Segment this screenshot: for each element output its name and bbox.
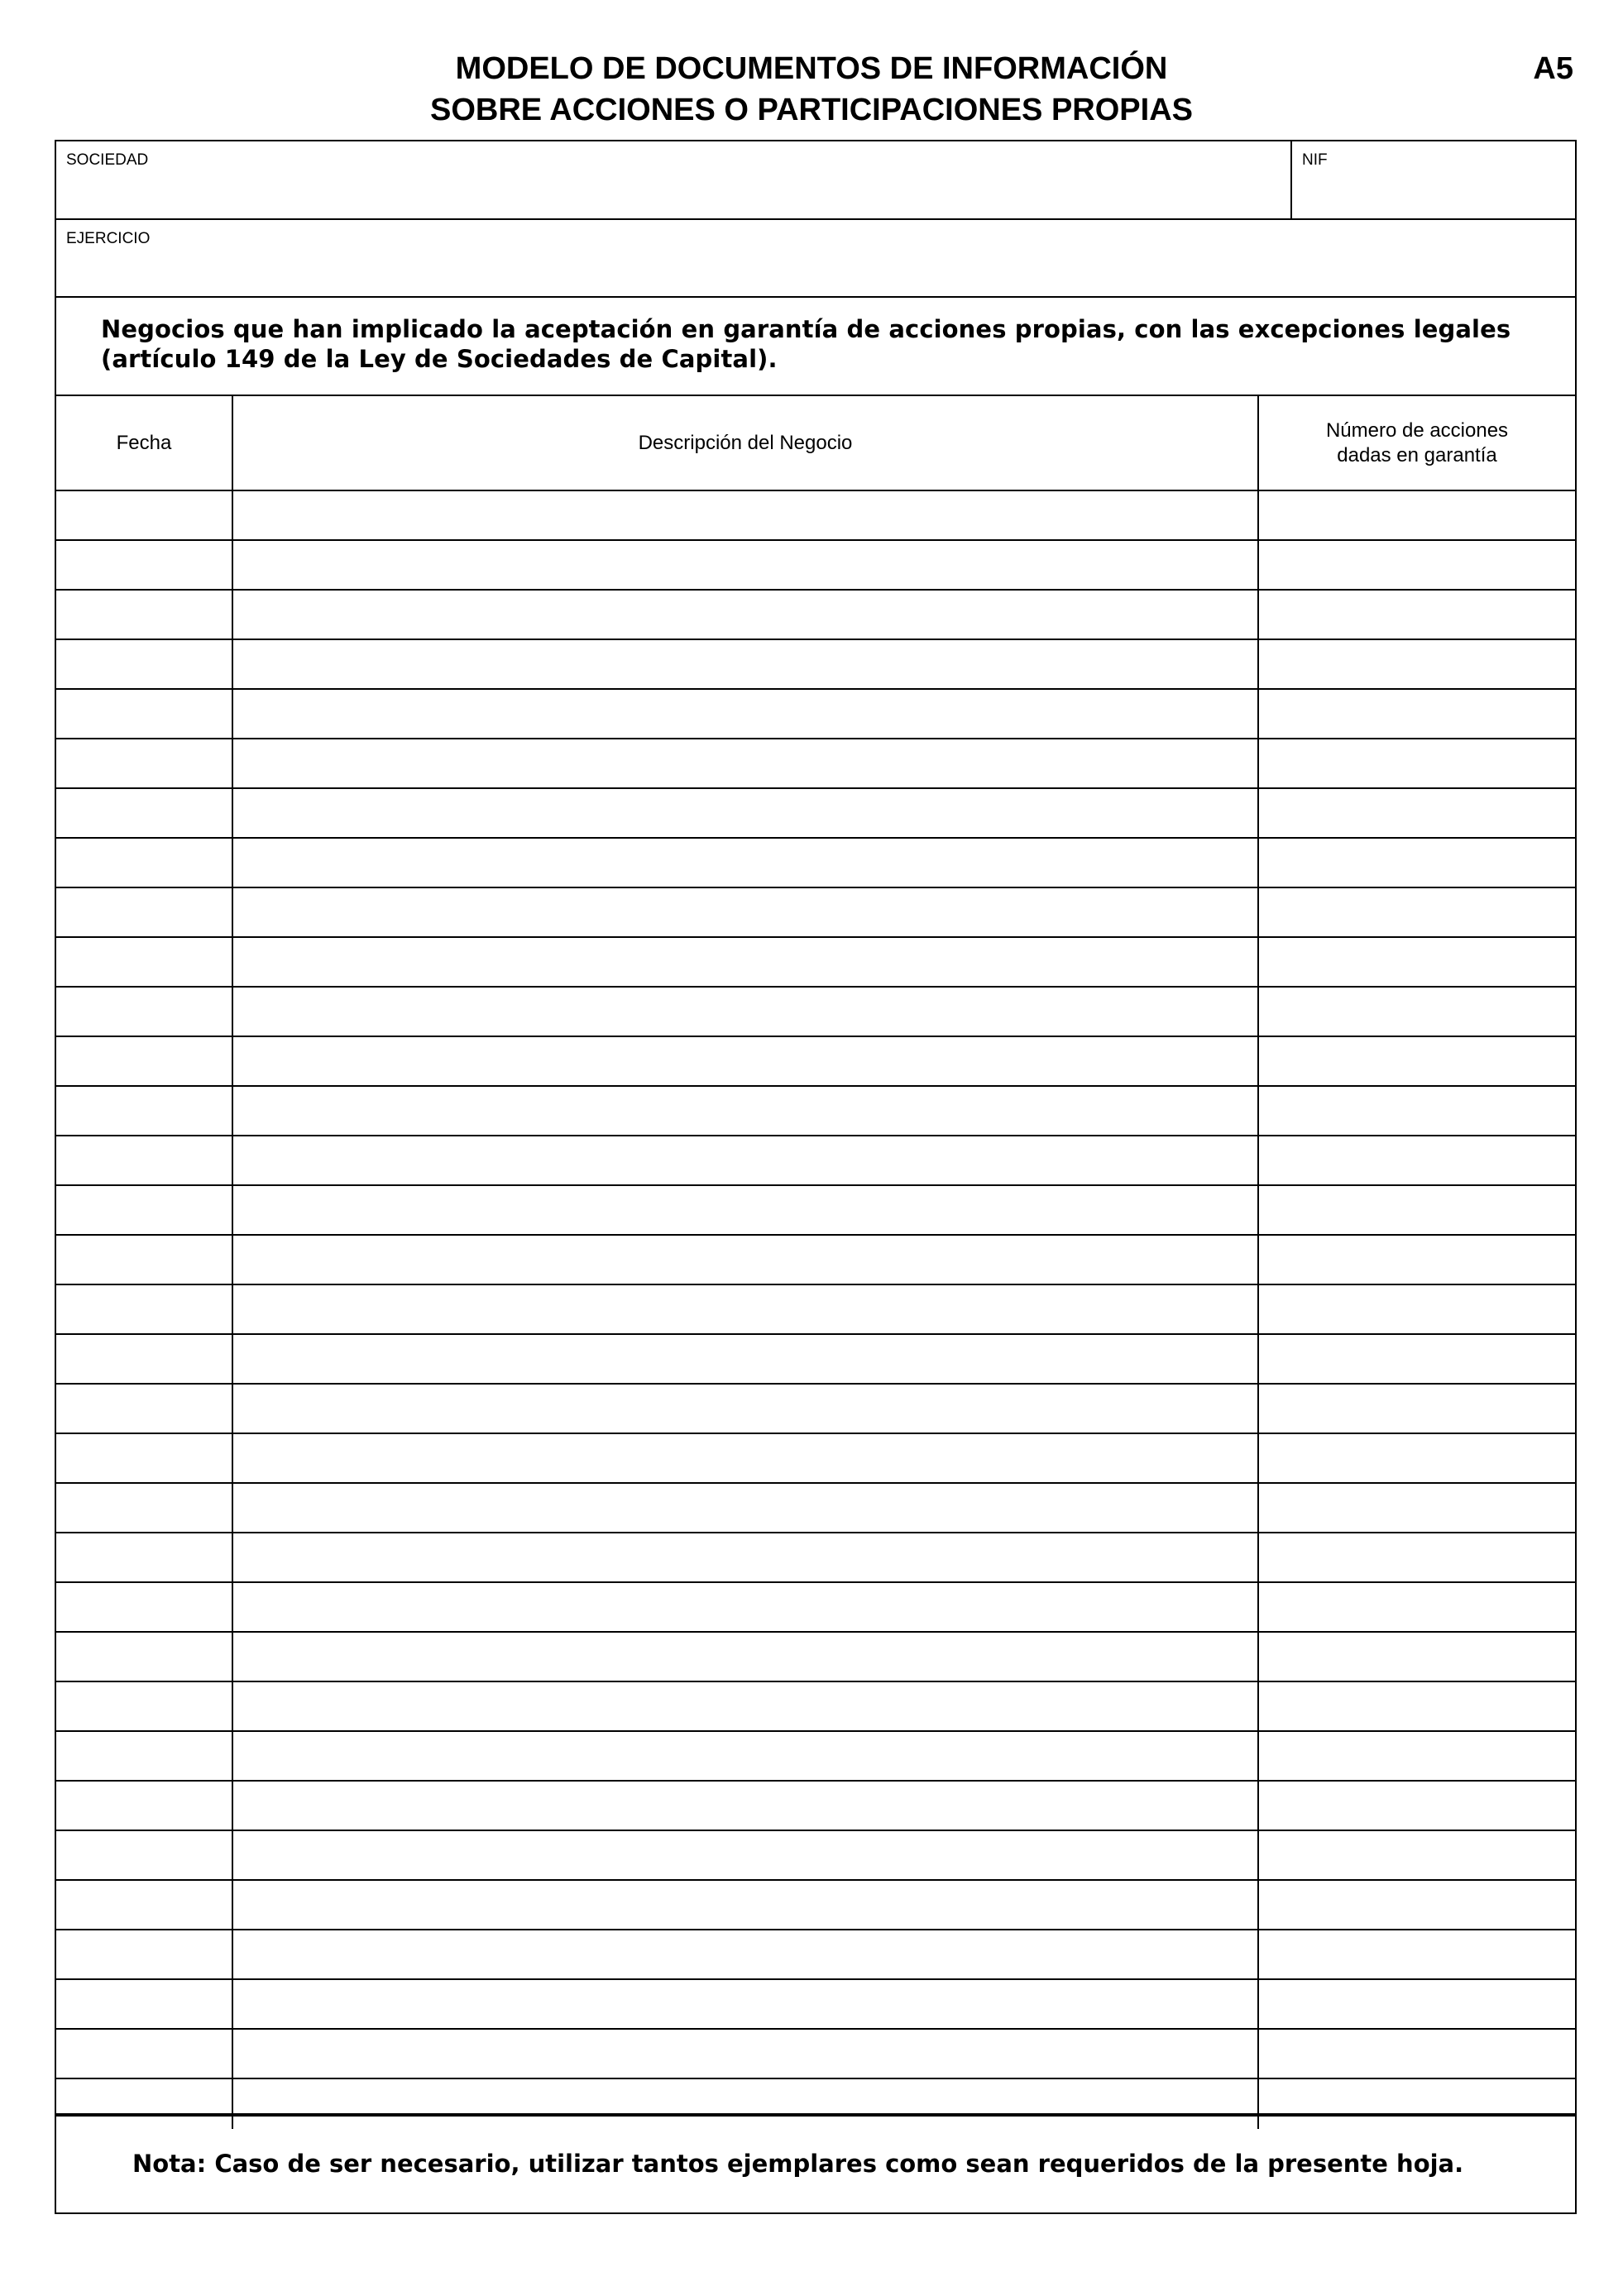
document-title	[0, 48, 1623, 131]
table-row	[56, 1980, 1575, 2030]
table-row	[56, 1732, 1575, 1782]
cell-numero-acciones[interactable]	[1259, 1980, 1575, 2028]
cell-descripcion[interactable]	[233, 1831, 1259, 1879]
cell-descripcion[interactable]	[233, 591, 1259, 639]
cell-numero-acciones[interactable]	[1259, 1930, 1575, 1978]
cell-numero-acciones[interactable]	[1259, 1583, 1575, 1631]
cell-fecha[interactable]	[56, 640, 233, 688]
ejercicio-label: EJERCICIO	[66, 230, 151, 247]
cell-fecha[interactable]	[56, 1732, 233, 1780]
table-header	[56, 396, 1575, 491]
cell-descripcion[interactable]	[233, 1434, 1259, 1482]
cell-fecha[interactable]	[56, 690, 233, 738]
cell-fecha[interactable]	[56, 591, 233, 639]
cell-descripcion[interactable]	[233, 690, 1259, 738]
cell-fecha[interactable]	[56, 1831, 233, 1879]
cell-numero-acciones[interactable]	[1259, 2030, 1575, 2078]
guarantee-table	[56, 396, 1575, 2129]
cell-descripcion[interactable]	[233, 2030, 1259, 2078]
cell-descripcion[interactable]	[233, 1930, 1259, 1978]
cell-numero-acciones[interactable]	[1259, 988, 1575, 1036]
cell-fecha[interactable]	[56, 1484, 233, 1532]
cell-fecha[interactable]	[56, 1782, 233, 1830]
sociedad-row	[56, 141, 1575, 220]
cell-fecha[interactable]	[56, 1881, 233, 1929]
cell-numero-acciones[interactable]	[1259, 591, 1575, 639]
cell-numero-acciones[interactable]	[1259, 1484, 1575, 1532]
cell-descripcion[interactable]	[233, 1186, 1259, 1234]
cell-fecha[interactable]	[56, 938, 233, 986]
cell-descripcion[interactable]	[233, 1484, 1259, 1532]
nif-label: NIF	[1302, 151, 1328, 169]
cell-descripcion[interactable]	[233, 888, 1259, 936]
table-row	[56, 739, 1575, 789]
cell-descripcion[interactable]	[233, 789, 1259, 837]
form-container	[55, 140, 1577, 2214]
cell-numero-acciones[interactable]	[1259, 1186, 1575, 1234]
cell-fecha[interactable]	[56, 2030, 233, 2078]
cell-numero-acciones[interactable]	[1259, 1782, 1575, 1830]
cell-descripcion[interactable]	[233, 1037, 1259, 1085]
cell-descripcion[interactable]	[233, 491, 1259, 539]
cell-numero-acciones[interactable]	[1259, 739, 1575, 787]
cell-fecha[interactable]	[56, 839, 233, 887]
cell-numero-acciones[interactable]	[1259, 541, 1575, 589]
cell-fecha[interactable]	[56, 739, 233, 787]
cell-fecha[interactable]	[56, 988, 233, 1036]
cell-fecha[interactable]	[56, 1236, 233, 1284]
cell-numero-acciones[interactable]	[1259, 938, 1575, 986]
cell-numero-acciones[interactable]	[1259, 491, 1575, 539]
table-row	[56, 1136, 1575, 1186]
table-row	[56, 1385, 1575, 1434]
cell-fecha[interactable]	[56, 789, 233, 837]
col-header-fecha: Fecha	[56, 396, 233, 490]
cell-descripcion[interactable]	[233, 1633, 1259, 1681]
sociedad-label: SOCIEDAD	[66, 151, 149, 169]
cell-numero-acciones[interactable]	[1259, 1732, 1575, 1780]
table-row	[56, 1930, 1575, 1980]
table-row	[56, 1831, 1575, 1881]
section-heading-row	[56, 298, 1575, 396]
note-row	[56, 2113, 1575, 2212]
cell-descripcion[interactable]	[233, 1236, 1259, 1284]
cell-numero-acciones[interactable]	[1259, 789, 1575, 837]
cell-fecha[interactable]	[56, 1037, 233, 1085]
table-row	[56, 789, 1575, 839]
cell-numero-acciones[interactable]	[1259, 1831, 1575, 1879]
cell-fecha[interactable]	[56, 1335, 233, 1383]
cell-fecha[interactable]	[56, 491, 233, 539]
cell-descripcion[interactable]	[233, 1285, 1259, 1333]
cell-descripcion[interactable]	[233, 1335, 1259, 1383]
cell-numero-acciones[interactable]	[1259, 640, 1575, 688]
section-heading: Negocios que han implicado la aceptación en garantía de acciones propias, con las excepciones legales (artículo 149 de la Ley de Sociedades de Capital).	[101, 315, 1511, 373]
table-row	[56, 1236, 1575, 1285]
cell-fecha[interactable]	[56, 1980, 233, 2028]
table-row	[56, 1533, 1575, 1583]
cell-fecha[interactable]	[56, 1633, 233, 1681]
table-row	[56, 1037, 1575, 1087]
cell-numero-acciones[interactable]	[1259, 1385, 1575, 1433]
table-row	[56, 839, 1575, 888]
table-row	[56, 2030, 1575, 2079]
col-header-descripcion: Descripción del Negocio	[233, 396, 1259, 490]
cell-numero-acciones[interactable]	[1259, 839, 1575, 887]
cell-fecha[interactable]	[56, 1682, 233, 1730]
cell-descripcion[interactable]	[233, 541, 1259, 589]
title-line-1: MODELO DE DOCUMENTOS DE INFORMACIÓN	[455, 51, 1168, 86]
table-row	[56, 1583, 1575, 1633]
nif-cell[interactable]	[1290, 141, 1575, 218]
cell-numero-acciones[interactable]	[1259, 1087, 1575, 1135]
note-text: Nota: Caso de ser necesario, utilizar tantos ejemplares como sean requeridos de la presente hoja.	[132, 2150, 1464, 2178]
table-row	[56, 541, 1575, 591]
cell-fecha[interactable]	[56, 1285, 233, 1333]
cell-descripcion[interactable]	[233, 1732, 1259, 1780]
cell-descripcion[interactable]	[233, 839, 1259, 887]
cell-fecha[interactable]	[56, 1087, 233, 1135]
table-row	[56, 1682, 1575, 1732]
title-line-2: SOBRE ACCIONES O PARTICIPACIONES PROPIAS	[430, 93, 1193, 127]
cell-descripcion[interactable]	[233, 640, 1259, 688]
cell-fecha[interactable]	[56, 888, 233, 936]
cell-numero-acciones[interactable]	[1259, 1533, 1575, 1581]
form-code: A5	[1533, 51, 1573, 86]
cell-descripcion[interactable]	[233, 1136, 1259, 1184]
table-row	[56, 988, 1575, 1037]
cell-numero-acciones[interactable]	[1259, 1881, 1575, 1929]
table-body	[56, 491, 1575, 2129]
cell-descripcion[interactable]	[233, 1980, 1259, 2028]
col-header-numero-acciones: Número de acciones dadas en garantía	[1325, 419, 1509, 466]
table-row	[56, 1186, 1575, 1236]
cell-fecha[interactable]	[56, 541, 233, 589]
cell-numero-acciones[interactable]	[1259, 1335, 1575, 1383]
cell-descripcion[interactable]	[233, 1782, 1259, 1830]
cell-numero-acciones[interactable]	[1259, 1633, 1575, 1681]
cell-numero-acciones[interactable]	[1259, 1037, 1575, 1085]
cell-fecha[interactable]	[56, 1186, 233, 1234]
cell-numero-acciones[interactable]	[1259, 1682, 1575, 1730]
cell-numero-acciones[interactable]	[1259, 1285, 1575, 1333]
cell-fecha[interactable]	[56, 1136, 233, 1184]
cell-descripcion[interactable]	[233, 988, 1259, 1036]
cell-numero-acciones[interactable]	[1259, 690, 1575, 738]
cell-descripcion[interactable]	[233, 1682, 1259, 1730]
table-row	[56, 1335, 1575, 1385]
table-row	[56, 1633, 1575, 1682]
table-row	[56, 690, 1575, 739]
ejercicio-row[interactable]	[56, 220, 1575, 298]
cell-numero-acciones[interactable]	[1259, 1434, 1575, 1482]
table-row	[56, 591, 1575, 640]
cell-descripcion[interactable]	[233, 938, 1259, 986]
cell-numero-acciones[interactable]	[1259, 888, 1575, 936]
table-row	[56, 938, 1575, 988]
cell-fecha[interactable]	[56, 1533, 233, 1581]
table-row	[56, 1881, 1575, 1930]
table-row	[56, 1782, 1575, 1831]
cell-fecha[interactable]	[56, 1583, 233, 1631]
table-row	[56, 1087, 1575, 1136]
cell-descripcion[interactable]	[233, 739, 1259, 787]
table-row	[56, 1434, 1575, 1484]
cell-fecha[interactable]	[56, 1930, 233, 1978]
table-row	[56, 1484, 1575, 1533]
table-row	[56, 640, 1575, 690]
cell-descripcion[interactable]	[233, 1583, 1259, 1631]
cell-descripcion[interactable]	[233, 1385, 1259, 1433]
cell-descripcion[interactable]	[233, 1881, 1259, 1929]
table-row	[56, 888, 1575, 938]
cell-fecha[interactable]	[56, 1434, 233, 1482]
cell-fecha[interactable]	[56, 1385, 233, 1433]
table-row	[56, 1285, 1575, 1335]
cell-numero-acciones[interactable]	[1259, 1136, 1575, 1184]
cell-numero-acciones[interactable]	[1259, 1236, 1575, 1284]
cell-descripcion[interactable]	[233, 1087, 1259, 1135]
table-row	[56, 491, 1575, 541]
cell-descripcion[interactable]	[233, 1533, 1259, 1581]
